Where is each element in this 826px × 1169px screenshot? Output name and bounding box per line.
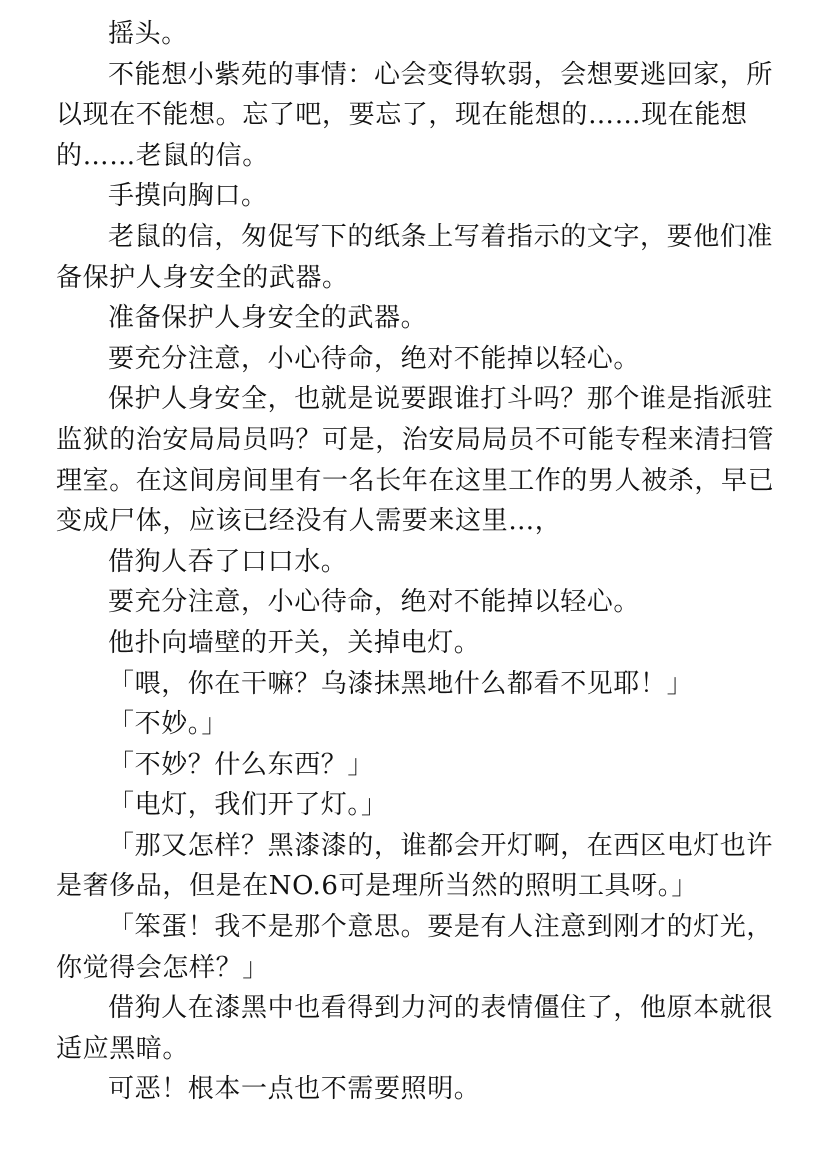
paragraph: 「喂，你在干嘛？乌漆抹黑地什么都看不见耶！」 bbox=[108, 668, 694, 699]
paragraph: 「电灯，我们开了灯。」 bbox=[108, 790, 388, 821]
paragraph: 可恶！根本一点也不需要照明。 bbox=[108, 1074, 481, 1105]
paragraph: 准备保护人身安全的武器。 bbox=[108, 303, 428, 334]
paragraph: 「不妙。」 bbox=[108, 709, 229, 740]
paragraph: 要充分注意，小心待命，绝对不能掉以轻心。 bbox=[108, 343, 641, 374]
paragraph: 要充分注意，小心待命，绝对不能掉以轻心。 bbox=[108, 587, 641, 618]
paragraph: 手摸向胸口。 bbox=[108, 181, 268, 212]
paragraph: 他扑向墙壁的开关，关掉电灯。 bbox=[108, 627, 481, 658]
paragraph: 借狗人吞了口口水。 bbox=[108, 546, 348, 577]
paragraph: 不能想小紫苑的事情：心会变得软弱，会想要逃回家，所以现在不能想。忘了吧，要忘了，现在能想的……现在能想的……老鼠的信。 bbox=[56, 59, 774, 171]
paragraph: 「不妙？什么东西？」 bbox=[108, 749, 375, 780]
paragraph: 借狗人在漆黑中也看得到力河的表情僵住了，他原本就很适应黑暗。 bbox=[56, 993, 774, 1064]
paragraph: 老鼠的信，匆促写下的纸条上写着指示的文字，要他们准备保护人身安全的武器。 bbox=[56, 221, 774, 293]
paragraph: 「笨蛋！我不是那个意思。要是有人注意到刚才的灯光，你觉得会怎样？」 bbox=[56, 912, 774, 983]
paragraph: 摇头。 bbox=[108, 19, 188, 49]
body-text bbox=[56, 14, 776, 1110]
paragraph: 保护人身安全，也就是说要跟谁打斗吗？那个谁是指派驻监狱的治安局局员吗？可是，治安局局员不可能专程来清扫管理室。在这间房间里有一名长年在这里工作的男人被杀，早已变成尸体，应该已经没有人需要来这里…， bbox=[56, 384, 775, 537]
paragraph: 「那又怎样？黑漆漆的，谁都会开灯啊，在西区电灯也许是奢侈品，但是在NO.6可是理所当然的照明工具呀。」 bbox=[56, 830, 774, 902]
